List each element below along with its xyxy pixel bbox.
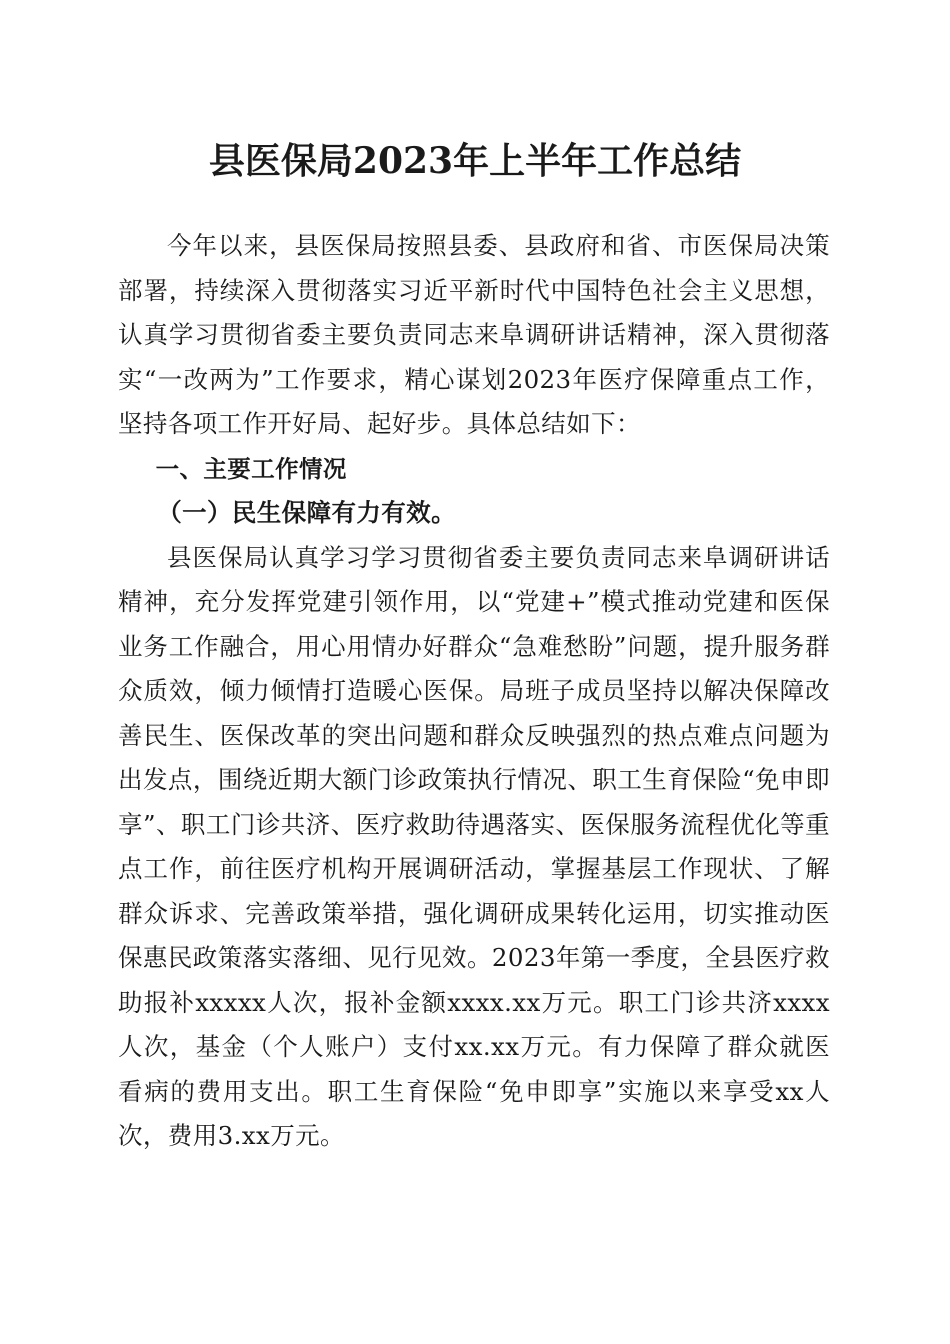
document-title: 县医保局2023年上半年工作总结 (208, 140, 742, 182)
subsection-stats-text: 2023年第一季度，全县医疗救助报补xxxxx人次，报补金额xxxx.xx万元。职工门诊共济xxxx人次，基金（个人账户）支付xx.xx万元。有力保障了群众就医看病的费用支出。职工生育保险“免申即享”实施以来享受xx人次，费用3.xx万元。 (118, 943, 830, 1150)
subsection-body-text: 县医保局认真学习学习贯彻省委主要负责同志来阜调研讲话精神，充分发挥党建引领作用，以“党建+”模式推动党建和医保业务工作融合，用心用情办好群众“急难愁盼”问题，提升服务群众质效，倾力倾情打造暖心医保。局班子成员坚持以解决保障改善民生、医保改革的突出问题和群众反映强烈的热点难点问题为出发点，围绕近期大额门诊政策执行情况、职工生育保险“免申即享”、职工门诊共济、医疗救助待遇落实、医保服务流程优化等重点工作，前往医疗机构开展调研活动，掌握基层工作现状、了解群众诉求、完善政策举措，强化调研成果转化运用，切实推动医保惠民政策落实落细、见行见效。 (118, 542, 830, 972)
document-body (118, 224, 830, 1159)
section-heading-main-work: 一、主要工作情况 (155, 454, 347, 483)
subsection-body-paragraph (118, 536, 830, 1159)
subsection-heading-livelihood: （一）民生保障有力有效。 (157, 498, 456, 527)
intro-paragraph: 今年以来，县医保局按照县委、县政府和省、市医保局决策部署，持续深入贯彻落实习近平新时代中国特色社会主义思想，认真学习贯彻省委主要负责同志来阜调研讲话精神，深入贯彻落实“一改两为”工作要求，精心谋划2023年医疗保障重点工作，坚持各项工作开好局、起好步。具体总结如下： (118, 231, 830, 438)
